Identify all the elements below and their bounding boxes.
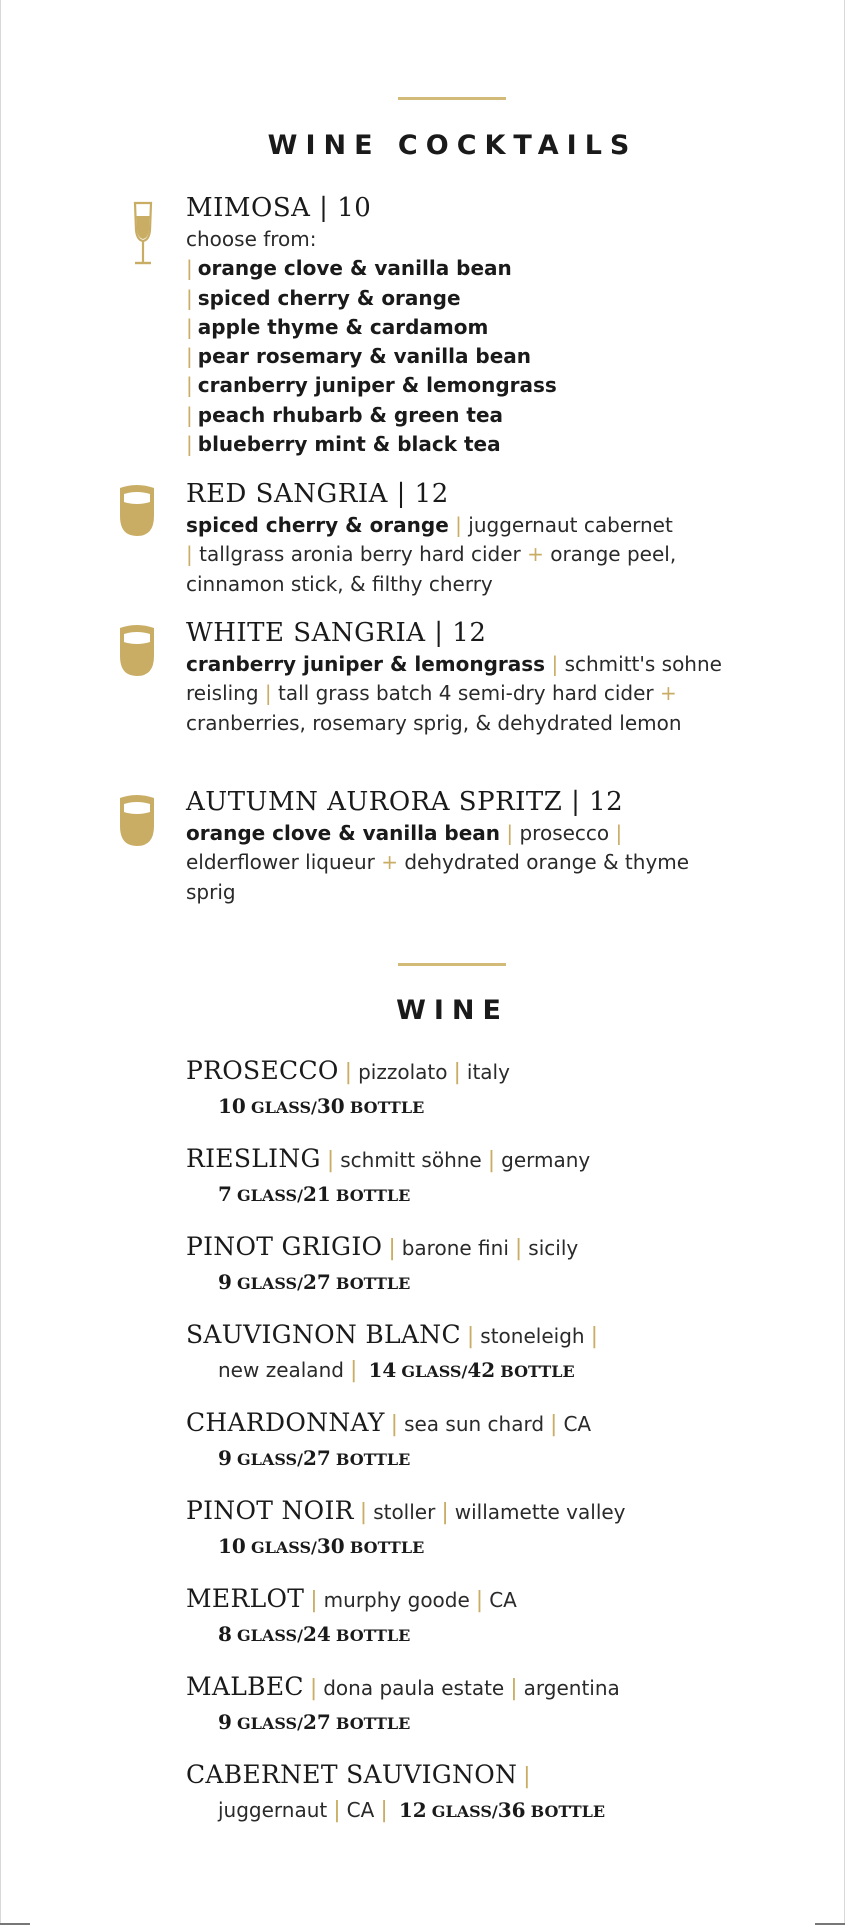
wine-price: 10 GLASS/30 BOTTLE <box>218 1534 425 1558</box>
wine-name: PINOT GRIGIO <box>186 1232 383 1261</box>
wine-producer: sea sun chard <box>404 1412 545 1436</box>
wine-name: PINOT NOIR <box>186 1496 354 1525</box>
wine-region: sicily <box>528 1236 579 1260</box>
wine-item-riesling: RIESLING | schmitt söhne | germany 7 GLASS/21 BOTTLE <box>186 1144 746 1214</box>
section-title-wine-cocktails: WINE COCKTAILS <box>267 130 638 161</box>
cocktail-mimosa <box>186 191 726 459</box>
wine-producer: pizzolato <box>358 1060 448 1084</box>
wine-name: CABERNET SAUVIGNON <box>186 1760 518 1789</box>
section-divider <box>398 963 506 966</box>
section-divider <box>398 97 506 100</box>
champagne-flute-icon <box>118 200 168 270</box>
white-sangria-description: cranberry juniper & lemongrass | schmitt's sohne reisling | tall grass batch 4 semi-dry hard cider + cranberries, rosemary sprig, & dehydrated lemon <box>186 652 722 735</box>
wine-producer: barone fini <box>401 1236 509 1260</box>
wine-item-pinot-grigio: PINOT GRIGIO | barone fini | sicily 9 GLASS/27 BOTTLE <box>186 1232 746 1302</box>
cocktail-white-sangria <box>186 616 726 738</box>
wine-item-merlot: MERLOT | murphy goode | CA 8 GLASS/24 BOTTLE <box>186 1584 746 1654</box>
wine-name: RIESLING <box>186 1144 321 1173</box>
section-title-wine: WINE <box>396 995 509 1026</box>
wine-producer: murphy goode <box>323 1588 470 1612</box>
wine-price: 9 GLASS/27 BOTTLE <box>218 1710 411 1734</box>
page-edge-left <box>0 0 1 1925</box>
wine-glass-icon <box>112 620 162 690</box>
spritz-name: AUTUMN AURORA SPRITZ | 12 <box>186 787 624 817</box>
wine-glass-icon <box>112 790 162 860</box>
white-sangria-name: WHITE SANGRIA | 12 <box>186 618 487 648</box>
wine-region: CA <box>346 1798 375 1822</box>
wine-item-prosecco: PROSECCO | pizzolato | italy 10 GLASS/30 BOTTLE <box>186 1056 746 1126</box>
wine-producer: dona paula estate <box>323 1676 505 1700</box>
wine-price: 7 GLASS/21 BOTTLE <box>218 1182 411 1206</box>
wine-item-malbec: MALBEC | dona paula estate | argentina 9 GLASS/27 BOTTLE <box>186 1672 746 1742</box>
wine-item-cabernet-sauvignon: CABERNET SAUVIGNON | juggernaut | CA | 12 GLASS/36 BOTTLE <box>186 1760 746 1830</box>
mimosa-name: MIMOSA | 10 <box>186 193 372 223</box>
wine-item-pinot-noir: PINOT NOIR | stoller | willamette valley 10 GLASS/30 BOTTLE <box>186 1496 746 1566</box>
flavor-option: | pear rosemary & vanilla bean <box>186 344 532 369</box>
wine-region: germany <box>501 1148 591 1172</box>
flavor-option: | blueberry mint & black tea <box>186 432 501 457</box>
cocktail-autumn-aurora-spritz <box>186 785 726 907</box>
wine-producer: juggernaut <box>218 1798 328 1822</box>
spritz-description: orange clove & vanilla bean | prosecco | elderflower liqueur + dehydrated orange & thyme sprig <box>186 821 690 904</box>
wine-name: SAUVIGNON BLANC <box>186 1320 461 1349</box>
wine-region: new zealand <box>218 1358 344 1382</box>
red-sangria-description: spiced cherry & orange | juggernaut cabernet | tallgrass aronia berry hard cider + orange peel, cinnamon stick, & filthy cherry <box>186 513 677 596</box>
wine-price: 9 GLASS/27 BOTTLE <box>218 1270 411 1294</box>
wine-name: PROSECCO <box>186 1056 339 1085</box>
wine-price: 9 GLASS/27 BOTTLE <box>218 1446 411 1470</box>
wine-region: argentina <box>523 1676 620 1700</box>
wine-price: juggernaut | CA | 12 GLASS/36 BOTTLE <box>218 1798 606 1823</box>
cocktail-red-sangria <box>186 477 726 599</box>
wine-name: CHARDONNAY <box>186 1408 385 1437</box>
wine-region: CA <box>489 1588 517 1612</box>
wine-producer: schmitt söhne <box>340 1148 482 1172</box>
wine-region: italy <box>466 1060 510 1084</box>
flavor-option: | cranberry juniper & lemongrass <box>186 373 557 398</box>
flavor-option: | peach rhubarb & green tea <box>186 402 504 427</box>
wine-region: willamette valley <box>454 1500 626 1524</box>
wine-item-sauvignon-blanc: SAUVIGNON BLANC | stoneleigh | new zealand | 14 GLASS/42 BOTTLE <box>186 1320 746 1390</box>
wine-item-chardonnay: CHARDONNAY | sea sun chard | CA 9 GLASS/27 BOTTLE <box>186 1408 746 1478</box>
wine-glass-icon <box>112 480 162 550</box>
wine-price: new zealand | 14 GLASS/42 BOTTLE <box>218 1358 575 1383</box>
wine-price: 8 GLASS/24 BOTTLE <box>218 1622 411 1646</box>
wine-name: MERLOT <box>186 1584 305 1613</box>
flavor-option: | spiced cherry & orange <box>186 285 461 310</box>
flavor-option: | apple thyme & cardamom <box>186 314 489 339</box>
wine-producer: stoneleigh <box>480 1324 585 1348</box>
wine-region: CA <box>563 1412 592 1436</box>
mimosa-intro: choose from: <box>186 227 317 251</box>
flavor-option: | orange clove & vanilla bean <box>186 256 512 281</box>
wine-price: 10 GLASS/30 BOTTLE <box>218 1094 425 1118</box>
wine-producer: stoller <box>373 1500 436 1524</box>
red-sangria-name: RED SANGRIA | 12 <box>186 479 449 509</box>
wine-name: MALBEC <box>186 1672 304 1701</box>
